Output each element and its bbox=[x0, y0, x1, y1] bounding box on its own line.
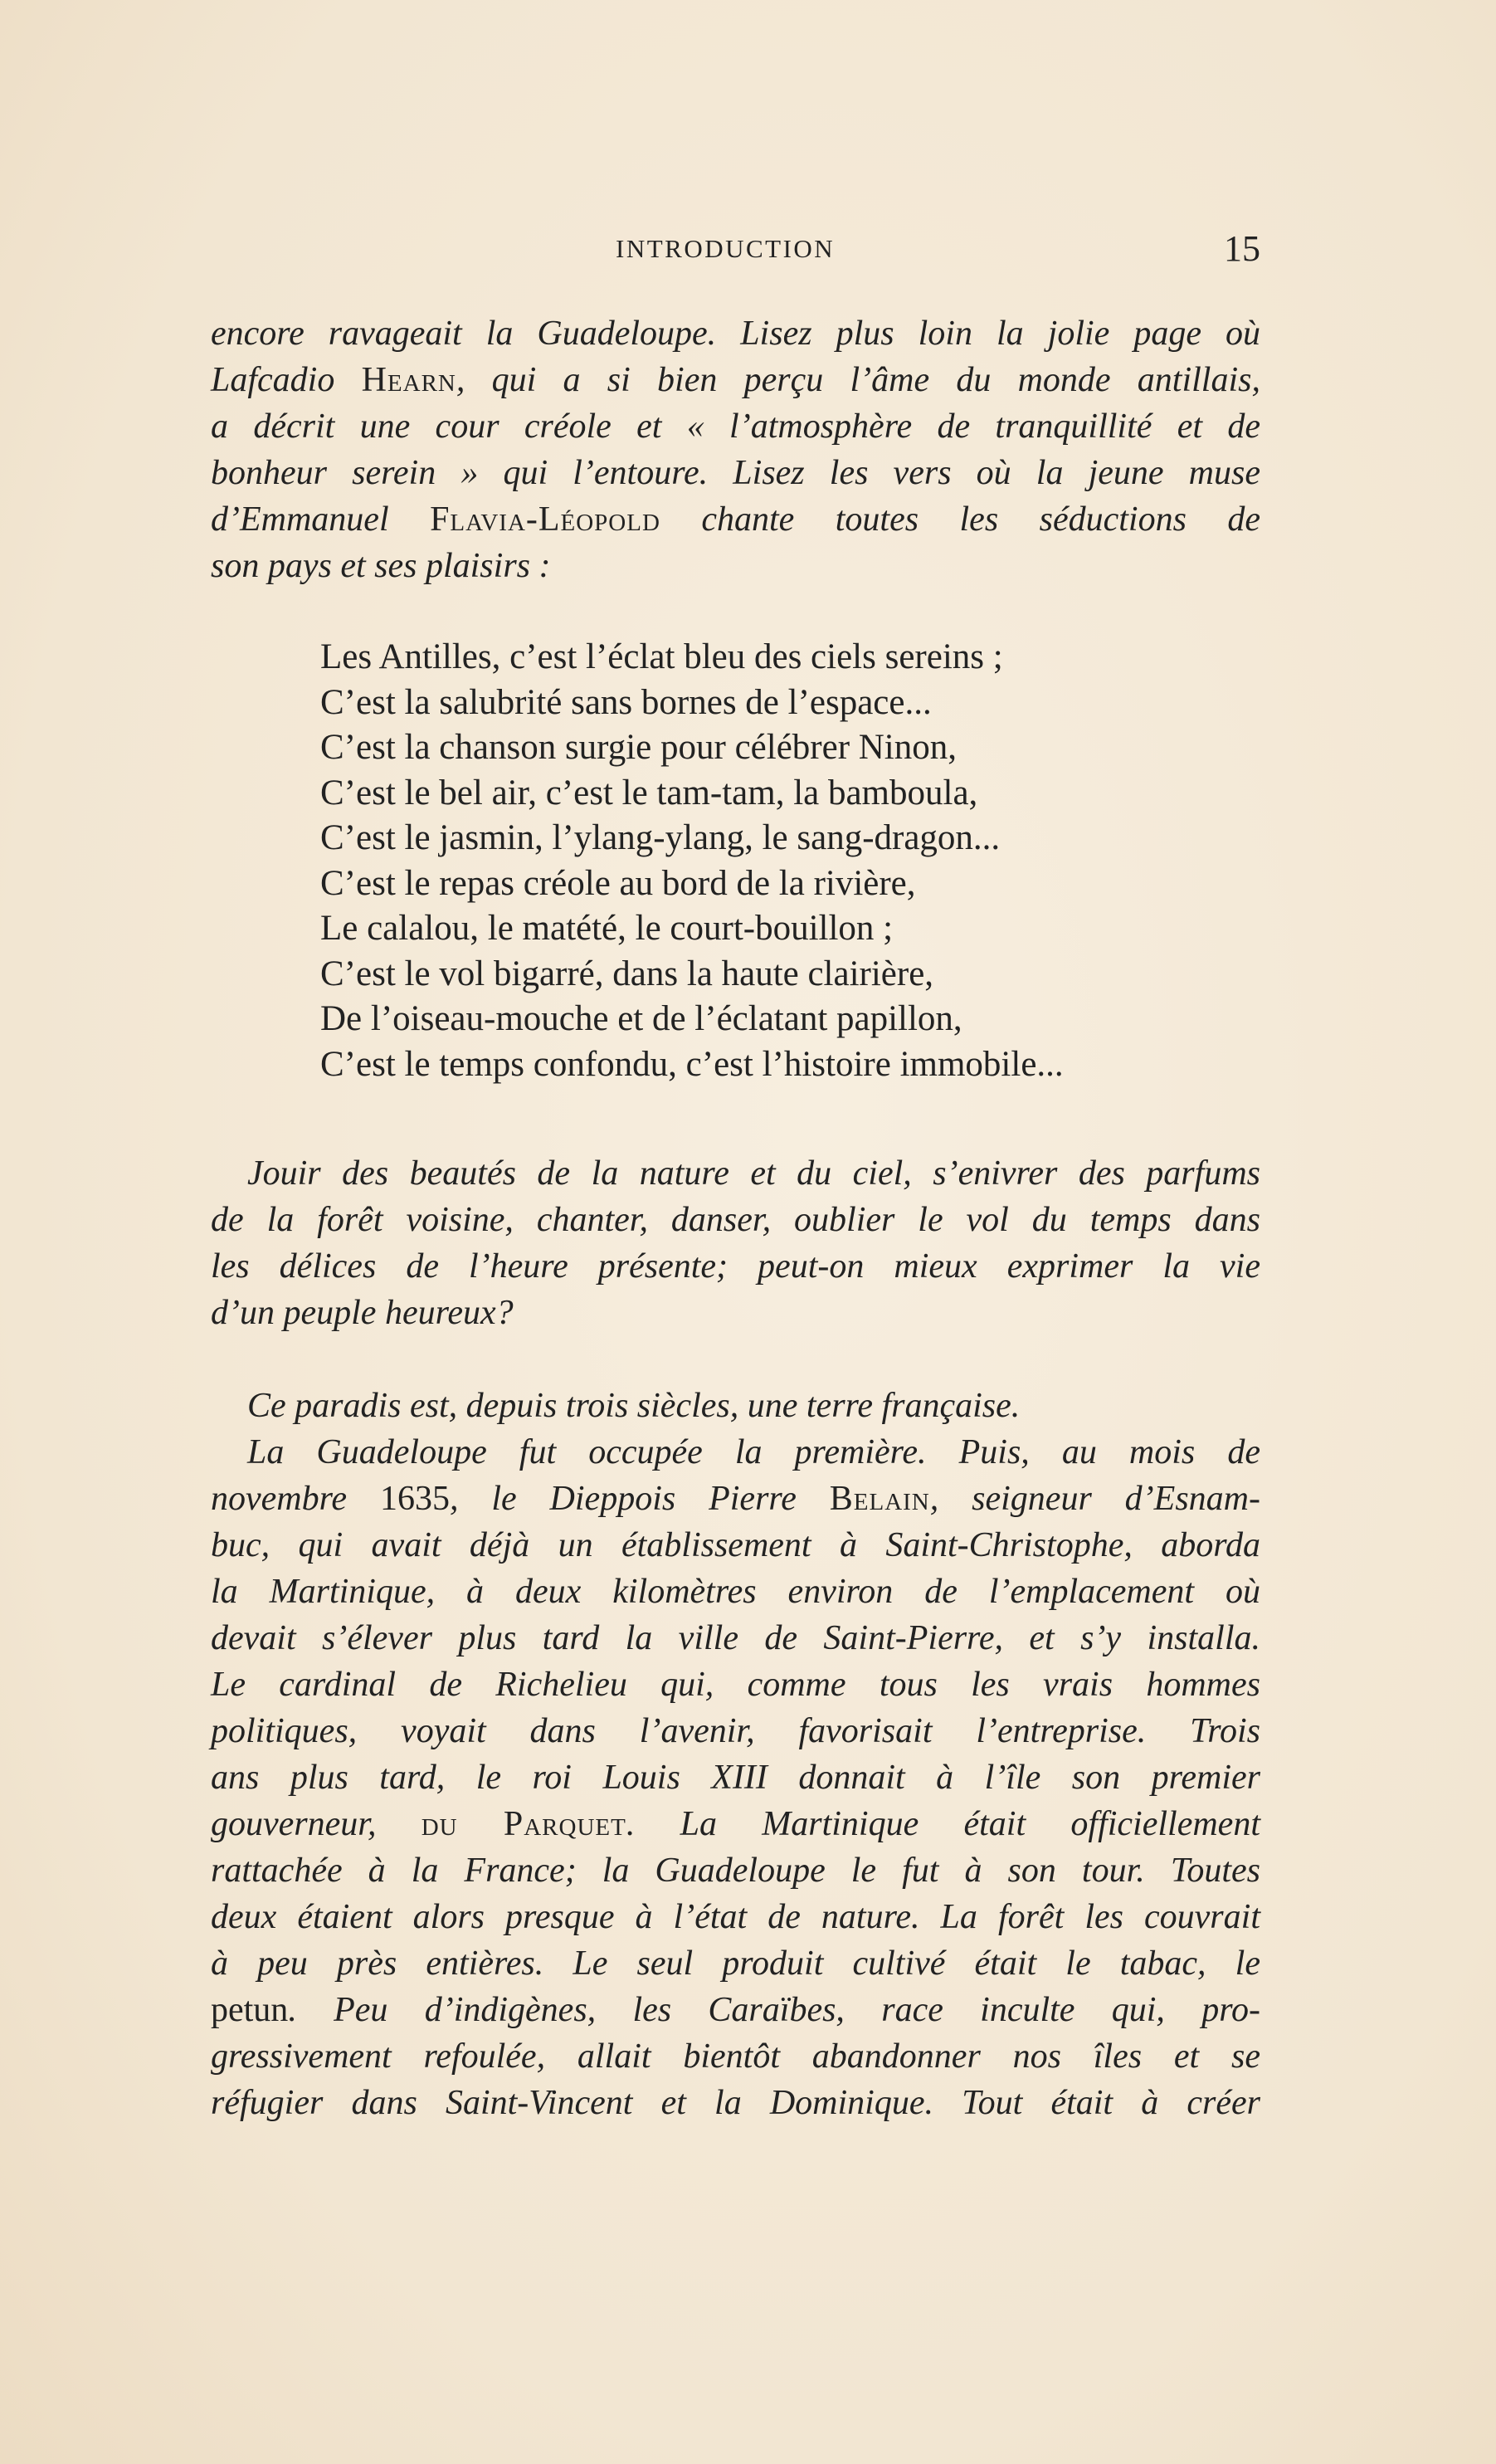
text-line: ans plus tard, le roi Louis XIII donnait à l’île son premier bbox=[211, 1759, 1260, 1797]
poem-line: Le calalou, le matété, le court-bouillon ; bbox=[320, 909, 894, 948]
text-line: Le cardinal de Richelieu qui, comme tous les vrais hommes bbox=[211, 1666, 1260, 1704]
year: 1635 bbox=[379, 1480, 450, 1518]
text-line: d’un peuple heureux? bbox=[211, 1294, 514, 1332]
person-name: du Parquet bbox=[421, 1805, 626, 1843]
text-line: d’Emmanuel Flavia-Léopold chante toutes les séductions de bbox=[211, 500, 1260, 539]
paragraph-3 bbox=[211, 1383, 1260, 1429]
author-name: Hearn bbox=[361, 361, 456, 399]
text-line: politiques, voyait dans l’avenir, favorisait l’entreprise. Trois bbox=[211, 1712, 1260, 1750]
text-line: devait s’élever plus tard la ville de Saint-Pierre, et s’y installa. bbox=[211, 1619, 1260, 1657]
roman-word: petun bbox=[211, 1991, 289, 2029]
text-line: son pays et ses plaisirs : bbox=[211, 547, 551, 585]
text-line: les délices de l’heure présente; peut-on mieux exprimer la vie bbox=[211, 1247, 1260, 1286]
text-line: à peu près entières. Le seul produit cultivé était le tabac, le bbox=[211, 1944, 1260, 1983]
paragraph-1 bbox=[211, 310, 1260, 589]
text-line: buc, qui avait déjà un établissement à Saint-Christophe, aborda bbox=[211, 1526, 1260, 1564]
page-header bbox=[0, 228, 1496, 270]
text-line: de la forêt voisine, chanter, danser, oublier le vol du temps dans bbox=[211, 1201, 1260, 1239]
author-name: Flavia-Léopold bbox=[430, 500, 660, 539]
poem-line: C’est le jasmin, l’ylang-ylang, le sang-dragon... bbox=[320, 818, 1001, 857]
text-line: Ce paradis est, depuis trois siècles, une terre française. bbox=[247, 1387, 1021, 1425]
poem-line: C’est le repas créole au bord de la rivière, bbox=[320, 863, 916, 903]
text-line: petun. Peu d’indigènes, les Caraïbes, race inculte qui, pro- bbox=[211, 1991, 1260, 2029]
poem-line: C’est le temps confondu, c’est l’histoire immobile... bbox=[320, 1044, 1064, 1084]
text-line: a décrit une cour créole et « l’atmosphère de tranquillité et de bbox=[211, 407, 1260, 446]
page-number: 15 bbox=[1224, 228, 1260, 269]
text-line: encore ravageait la Guadeloupe. Lisez plus loin la jolie page où bbox=[211, 315, 1260, 353]
paragraph-4 bbox=[211, 1429, 1260, 2126]
text-line: réfugier dans Saint-Vincent et la Dominique. Tout était à créer bbox=[211, 2084, 1260, 2122]
text-line: Lafcadio Hearn, qui a si bien perçu l’âme du monde antillais, bbox=[211, 361, 1260, 399]
text-line: deux étaient alors presque à l’état de nature. La forêt les couvrait bbox=[211, 1898, 1260, 1936]
poem-line: C’est la salubrité sans bornes de l’espace... bbox=[320, 682, 932, 722]
running-head: INTRODUCTION bbox=[616, 234, 836, 263]
poem-line: De l’oiseau-mouche et de l’éclatant papillon, bbox=[320, 999, 962, 1038]
poem-line: Les Antilles, c’est l’éclat bleu des ciels sereins ; bbox=[320, 637, 1003, 676]
text-line: La Guadeloupe fut occupée la première. Puis, au mois de bbox=[247, 1433, 1260, 1471]
person-name: Belain bbox=[829, 1480, 930, 1518]
poem-line: C’est la chanson surgie pour célébrer Ninon, bbox=[320, 728, 958, 767]
poem-line: C’est le vol bigarré, dans la haute clairière, bbox=[320, 954, 934, 993]
text-line: la Martinique, à deux kilomètres environ de l’emplacement où bbox=[211, 1573, 1260, 1611]
poem bbox=[320, 635, 1274, 1087]
paragraph-2 bbox=[211, 1150, 1260, 1336]
poem-line: C’est le bel air, c’est le tam-tam, la bamboula, bbox=[320, 773, 978, 812]
text-line: novembre 1635, le Dieppois Pierre Belain, seigneur d’Esnam- bbox=[211, 1480, 1260, 1518]
text-line: bonheur serein » qui l’entoure. Lisez les vers où la jeune muse bbox=[211, 454, 1260, 492]
text-line: gouverneur, du Parquet. La Martinique était officiellement bbox=[211, 1805, 1260, 1843]
text-line: Jouir des beautés de la nature et du ciel, s’enivrer des parfums bbox=[247, 1154, 1260, 1193]
text-line: rattachée à la France; la Guadeloupe le fut à son tour. Toutes bbox=[211, 1852, 1260, 1890]
text-line: gressivement refoulée, allait bientôt abandonner nos îles et se bbox=[211, 2037, 1260, 2076]
